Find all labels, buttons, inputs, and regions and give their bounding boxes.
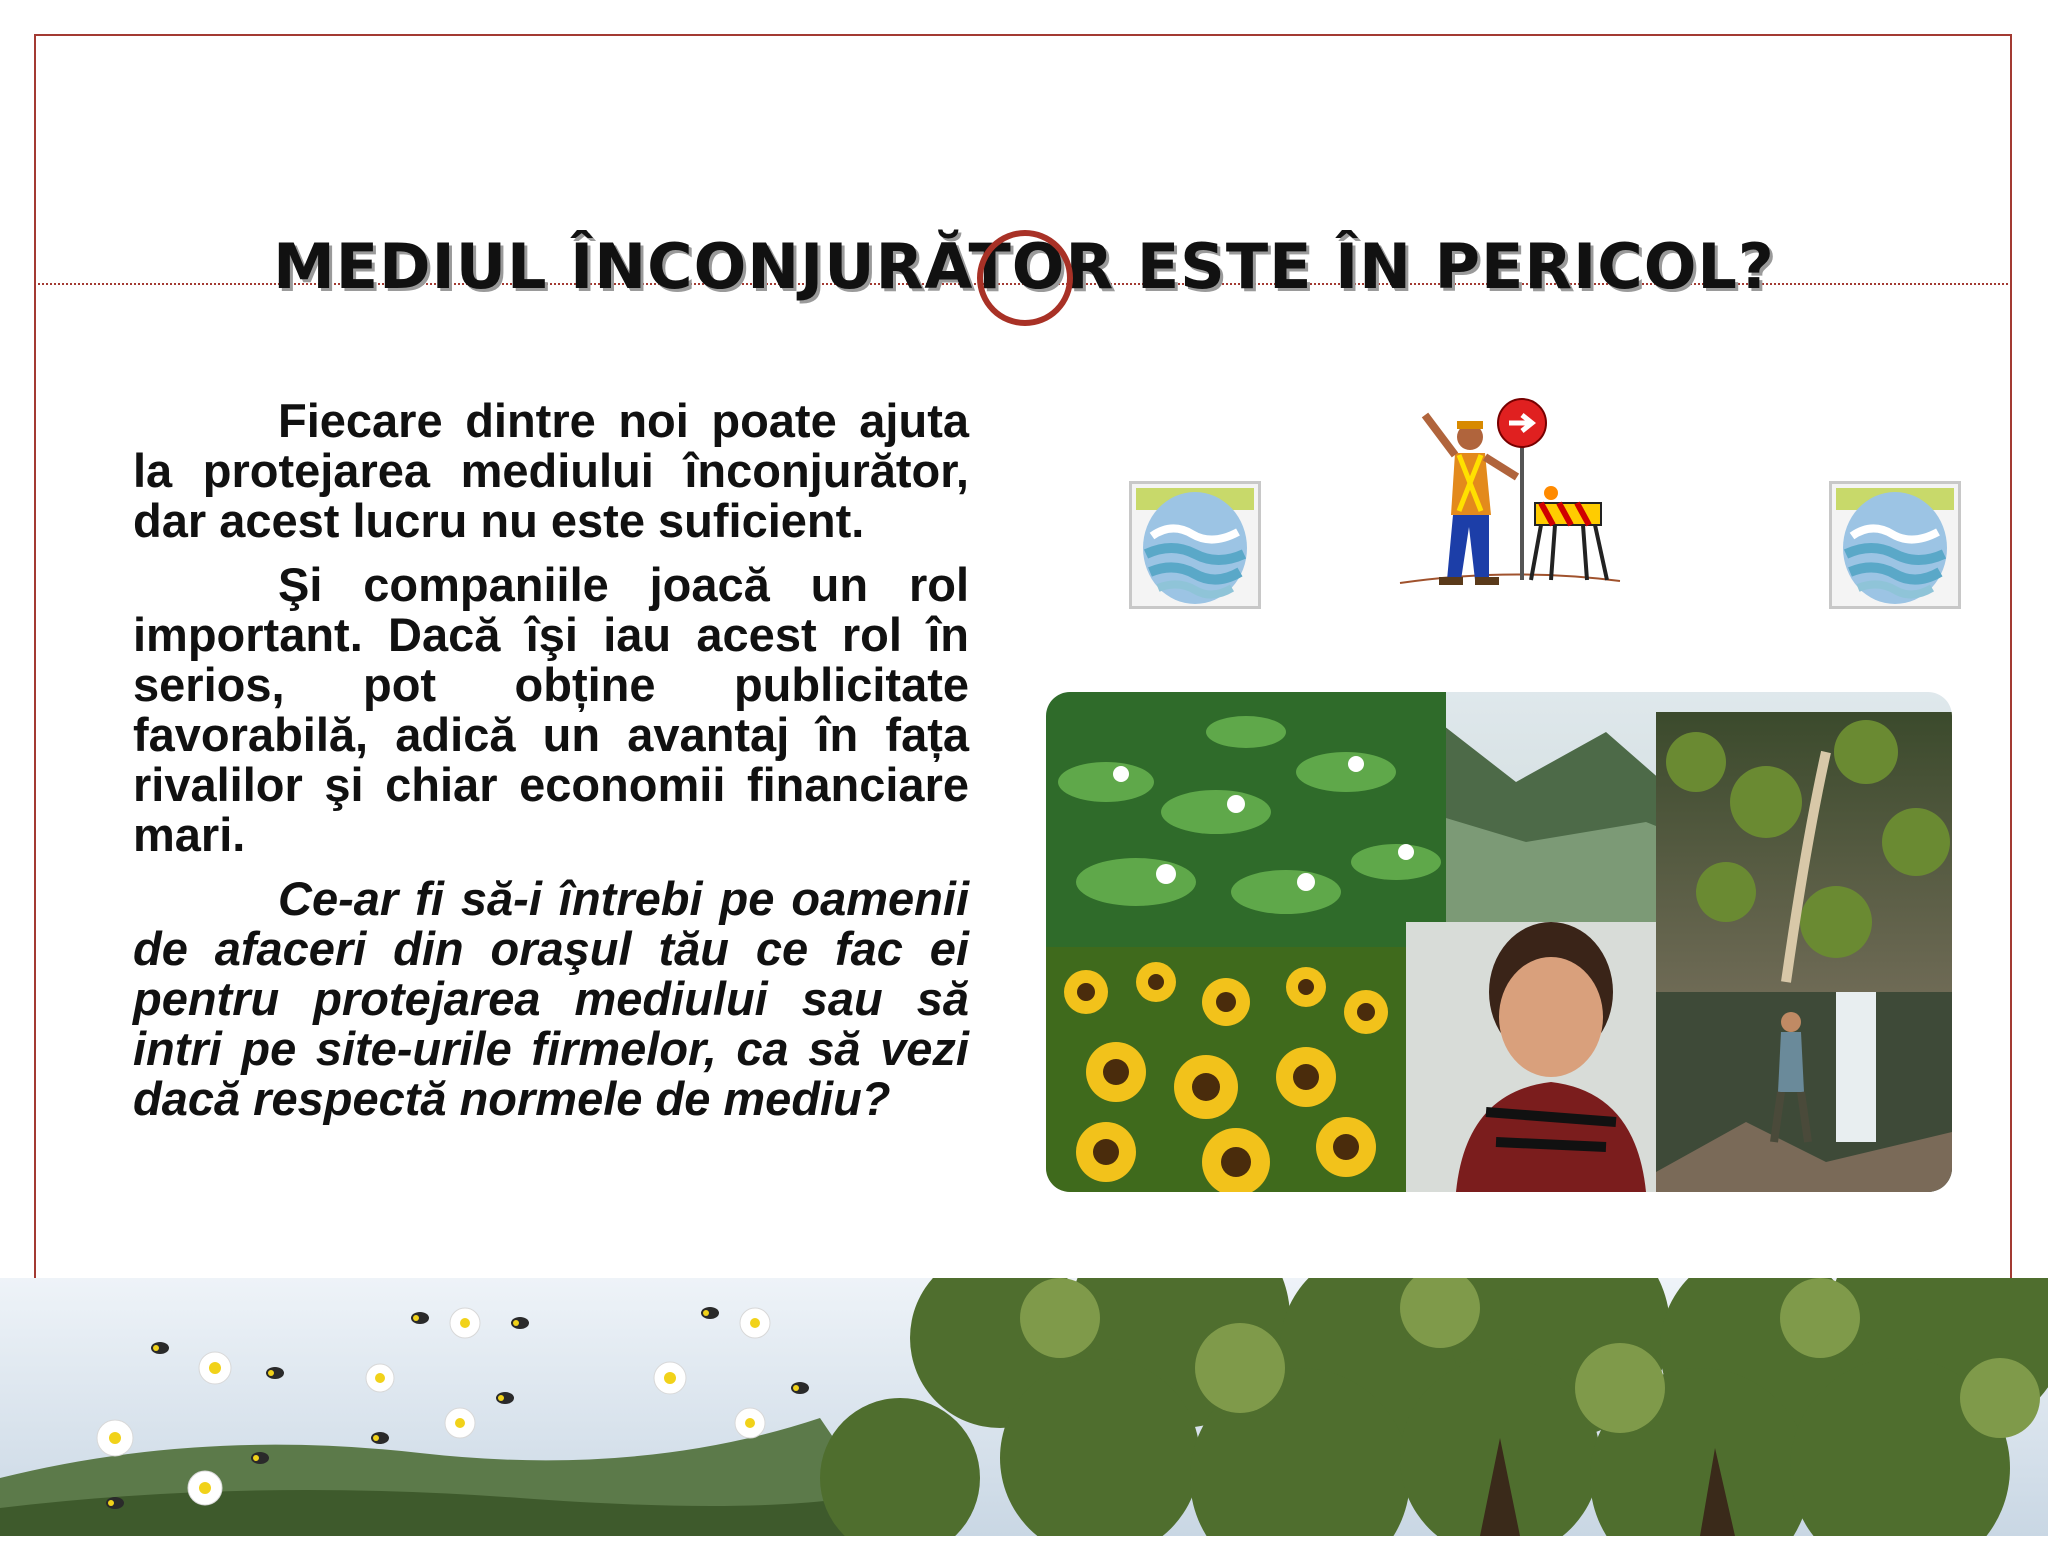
paragraph-3-text: Ce-ar fi să-i întrebi pe oamenii de afaceri din oraşul tău ce fac ei pentru protejarea mediului sau să intri pe site-urile firmelor, ca să vezi dacă respectă normele de mediu? [133,872,969,1125]
water-logo-icon [1829,481,1961,609]
paragraph-1 [133,396,969,546]
bottom-nature-banner [0,1278,2048,1536]
water-logo-icon [1129,481,1261,609]
title-ring-icon [977,230,1073,326]
road-worker-clipart [1395,385,1625,595]
paragraph-3 [133,874,969,1124]
paragraph-2-text: Şi companiile joacă un rol important. Dacă îşi iau acest rol în serios, pot obține publicitate favorabilă, adică un avantaj în fața rivalilor şi chiar economii financiare mari. [133,558,969,861]
body-text [133,396,969,1138]
nature-collage [1046,692,1952,1192]
paragraph-2 [133,560,969,860]
paragraph-1-text: Fiecare dintre noi poate ajuta la protejarea mediului înconjurător, dar acest lucru nu este suficient. [133,394,969,547]
slide-title: MEDIUL ÎNCONJURĂTOR ESTE ÎN PERICOL? [273,230,1775,303]
